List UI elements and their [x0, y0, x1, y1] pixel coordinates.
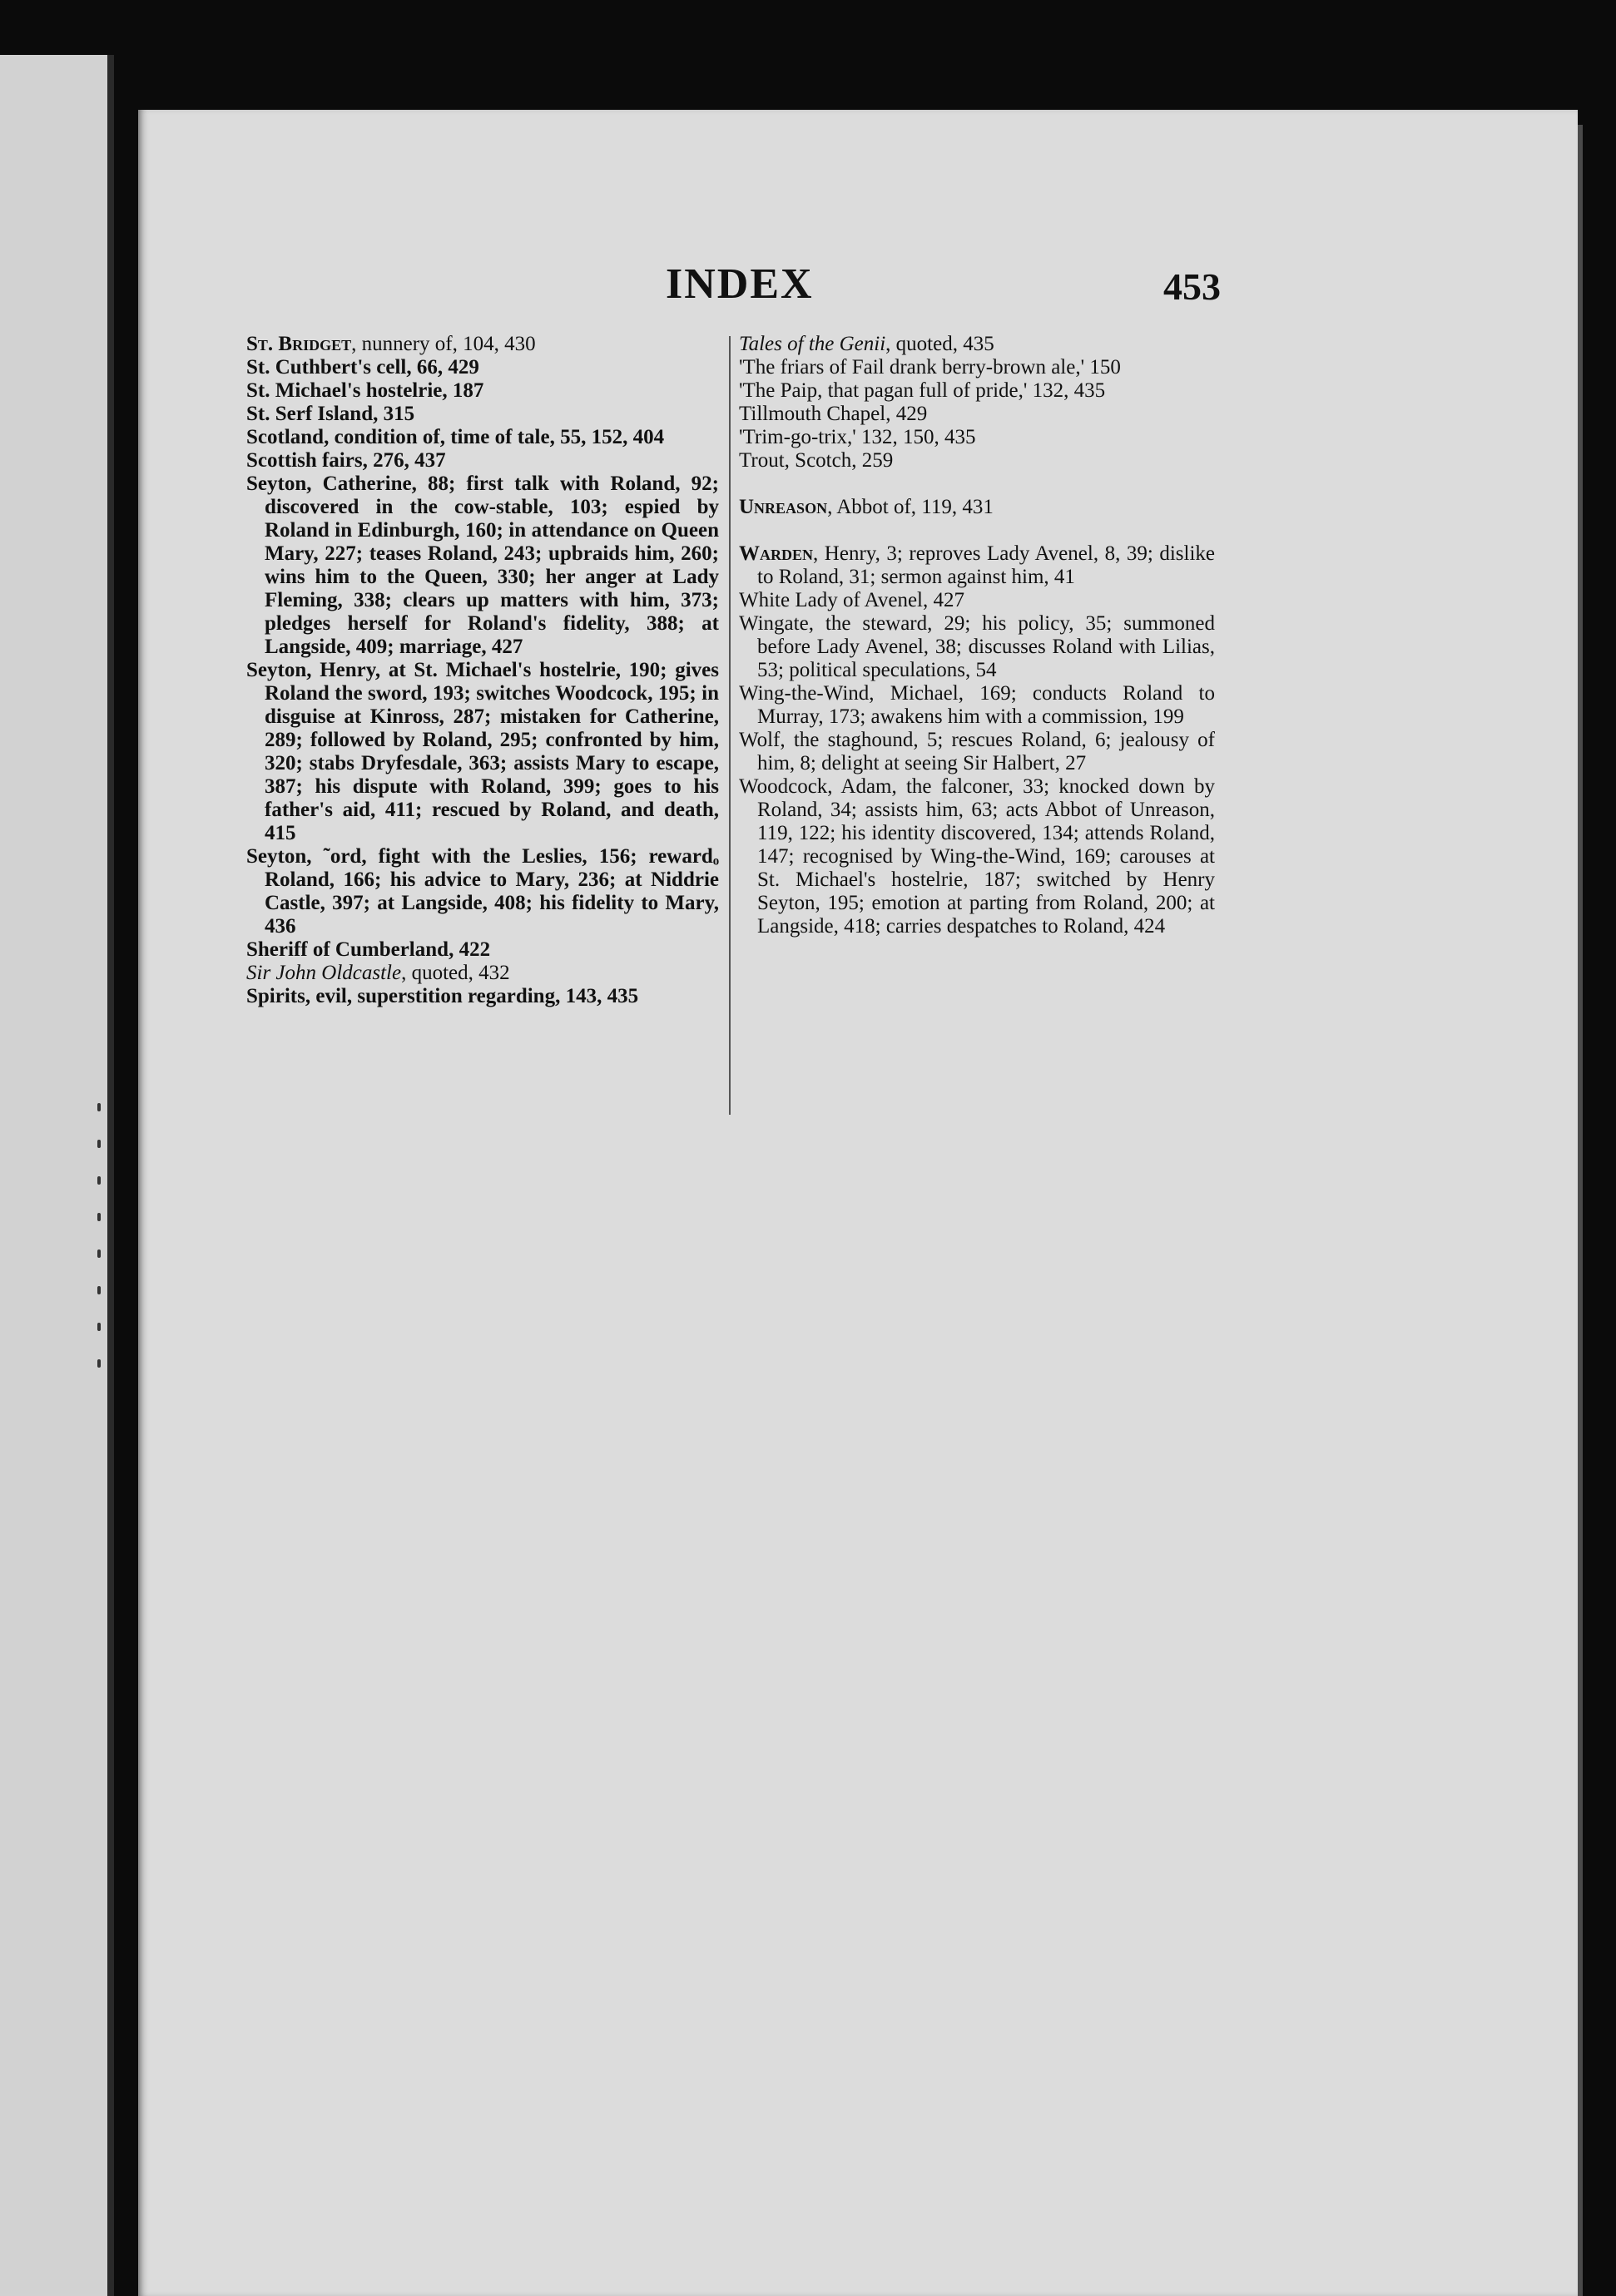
- index-entry: [739, 542, 1215, 589]
- index-entry-references: , 259: [851, 449, 894, 472]
- index-entry: [246, 938, 719, 962]
- page-number: 453: [1163, 265, 1221, 308]
- index-entry: [246, 449, 719, 473]
- index-entry: [739, 775, 1215, 938]
- index-entry-heading: St. Michael's hostelrie: [246, 379, 443, 402]
- index-entry-references: , condition of, time of tale, 55, 152, 404: [324, 426, 665, 448]
- index-entry-heading: Spirits, evil: [246, 985, 347, 1007]
- index-entry-references: , 422: [449, 938, 491, 961]
- index-entry: [246, 473, 719, 659]
- index-entry: [246, 333, 719, 356]
- index-entry-heading: St. Cuthbert's cell: [246, 356, 407, 379]
- index-entry-heading: Seyton, Catherine: [246, 473, 412, 495]
- index-entry: [246, 356, 719, 379]
- index-entry-references: , Henry, 3; reproves Lady Avenel, 8, 39; dislike to Roland, 31; sermon against him, 41: [757, 542, 1215, 588]
- page-right-edge: [1578, 125, 1583, 2296]
- index-entry-heading: Wolf: [739, 729, 781, 751]
- page-gutter: [107, 55, 114, 2296]
- index-entry-references: , Michael, 169; conducts Roland to Murray, 173; awakens him with a commission, 199: [757, 682, 1215, 728]
- index-entry-heading: Tillmouth Chapel: [739, 403, 886, 425]
- index-entry-heading: Scotland: [246, 426, 325, 448]
- index-entry-heading: Trout, Scotch: [739, 449, 852, 472]
- index-column-right: [739, 333, 1215, 938]
- index-entry-references: , quoted, 435: [885, 333, 994, 355]
- index-entry-heading: St. Bridget: [246, 333, 352, 355]
- index-entry-heading: Wing-the-Wind: [739, 682, 870, 705]
- index-entry-heading: St. Serf Island: [246, 403, 374, 425]
- column-divider: [729, 336, 731, 1115]
- index-entry-heading: Unreason: [739, 496, 828, 518]
- index-entry: [246, 403, 719, 426]
- index-entry-references: , nunnery of, 104, 430: [351, 333, 536, 355]
- page-title: INDEX: [666, 260, 814, 308]
- index-entry: [739, 729, 1215, 775]
- index-entry-references: , the steward, 29; his policy, 35; summoned before Lady Avenel, 38; discusses Roland with Lilias, 53; political speculations, 54: [757, 612, 1215, 681]
- index-entry-references: , the staghound, 5; rescues Roland, 6; jealousy of him, 8; delight at seeing Sir Halbert, 27: [757, 729, 1215, 774]
- index-entry: [739, 426, 1215, 449]
- index-entry-heading: Tales of the Genii: [739, 333, 886, 355]
- index-entry-references: , fight with the Leslies, 156; rewardₒ Roland, 166; his advice to Mary, 236; at Niddrie Castle, 397; at Langside, 408; his fidelity to Mary, 436: [265, 845, 719, 938]
- index-entry-references: , 187: [442, 379, 484, 402]
- index-entry-references: , 427: [922, 589, 964, 611]
- index-entry-heading: Wingate: [739, 612, 809, 635]
- index-entry: [739, 449, 1215, 473]
- index-entry: [246, 659, 719, 845]
- index-entry-references: 'The friars of Fail drank berry-brown ale,' 150: [739, 356, 1121, 379]
- index-entry-references: , Adam, the falconer, 33; knocked down by Roland, 34; assists him, 63; acts Abbot of Unreason, 119, 122; his identity discovered, 134; attends Roland, 147; recognised by Wing-the-Wind, 169; carouses at St. Michael's hostelrie, 187; switched by Henry Seyton, 195; emotion at parting from Roland, 200; at Langside, 418; carries despatches to Roland, 424: [757, 775, 1215, 938]
- index-entry: [246, 985, 719, 1008]
- index-entry-references: , superstition regarding, 143, 435: [346, 985, 639, 1007]
- index-entry: [739, 379, 1215, 403]
- index-entry-references: 'Trim-go-trix,' 132, 150, 435: [739, 426, 976, 448]
- facing-page-edge: [0, 55, 114, 2296]
- index-entry: [246, 962, 719, 985]
- index-entry-references: , quoted, 432: [401, 962, 510, 984]
- index-entry: [739, 496, 1215, 519]
- index-entry-references: 'The Paip, that pagan full of pride,' 132, 435: [739, 379, 1106, 402]
- index-entry-references: , at St. Michael's hostelrie, 190; gives Roland the sword, 193; switches Woodcock, 195; in disguise at Kinross, 287; mistaken for Catherine, 289; followed by Roland, 295; confronted by him, 320; stabs Dryfesdale, 363; assists Mary to escape, 387; his dispute with Roland, 399; goes to his father's aid, 411; rescued by Roland, and death, 415: [265, 659, 719, 844]
- index-entry-heading: Warden: [739, 542, 814, 565]
- index-entry: [739, 612, 1215, 682]
- index-entry: [739, 403, 1215, 426]
- index-entry: [246, 426, 719, 449]
- index-entry-references: , 429: [885, 403, 928, 425]
- index-entry-references: , Abbot of, 119, 431: [827, 496, 994, 518]
- index-entry-references: , 88; first talk with Roland, 92; discovered in the cow-stable, 103; espied by Roland in Edinburgh, 160; in attendance on Queen Mary, 227; teases Roland, 243; upbraids him, 260; wins him to the Queen, 330; her anger at Lady Fleming, 338; clears up matters with him, 373; pledges herself for Roland's fidelity, 388; at Langside, 409; marriage, 427: [265, 473, 719, 658]
- index-entry: [246, 845, 719, 938]
- index-entry: [739, 682, 1215, 729]
- index-entry-heading: Seyton, ˜ord: [246, 845, 362, 868]
- index-entry: [739, 589, 1215, 612]
- index-entry-heading: Sheriff of Cumberland: [246, 938, 449, 961]
- index-entry-heading: White Lady of Avenel: [739, 589, 923, 611]
- index-entry: [739, 333, 1215, 356]
- facing-page-marks: [97, 1103, 106, 1396]
- index-entry-heading: Woodcock: [739, 775, 828, 798]
- index-entry-heading: Seyton, Henry: [246, 659, 375, 681]
- index-entry: [246, 379, 719, 403]
- index-entry: [739, 356, 1215, 379]
- index-entry-references: , 276, 437: [362, 449, 446, 472]
- index-column-left: [246, 333, 719, 1008]
- index-entry-references: , 315: [373, 403, 415, 425]
- index-entry-heading: Scottish fairs: [246, 449, 363, 472]
- index-entry-references: , 66, 429: [406, 356, 479, 379]
- index-entry-heading: Sir John Oldcastle: [246, 962, 402, 984]
